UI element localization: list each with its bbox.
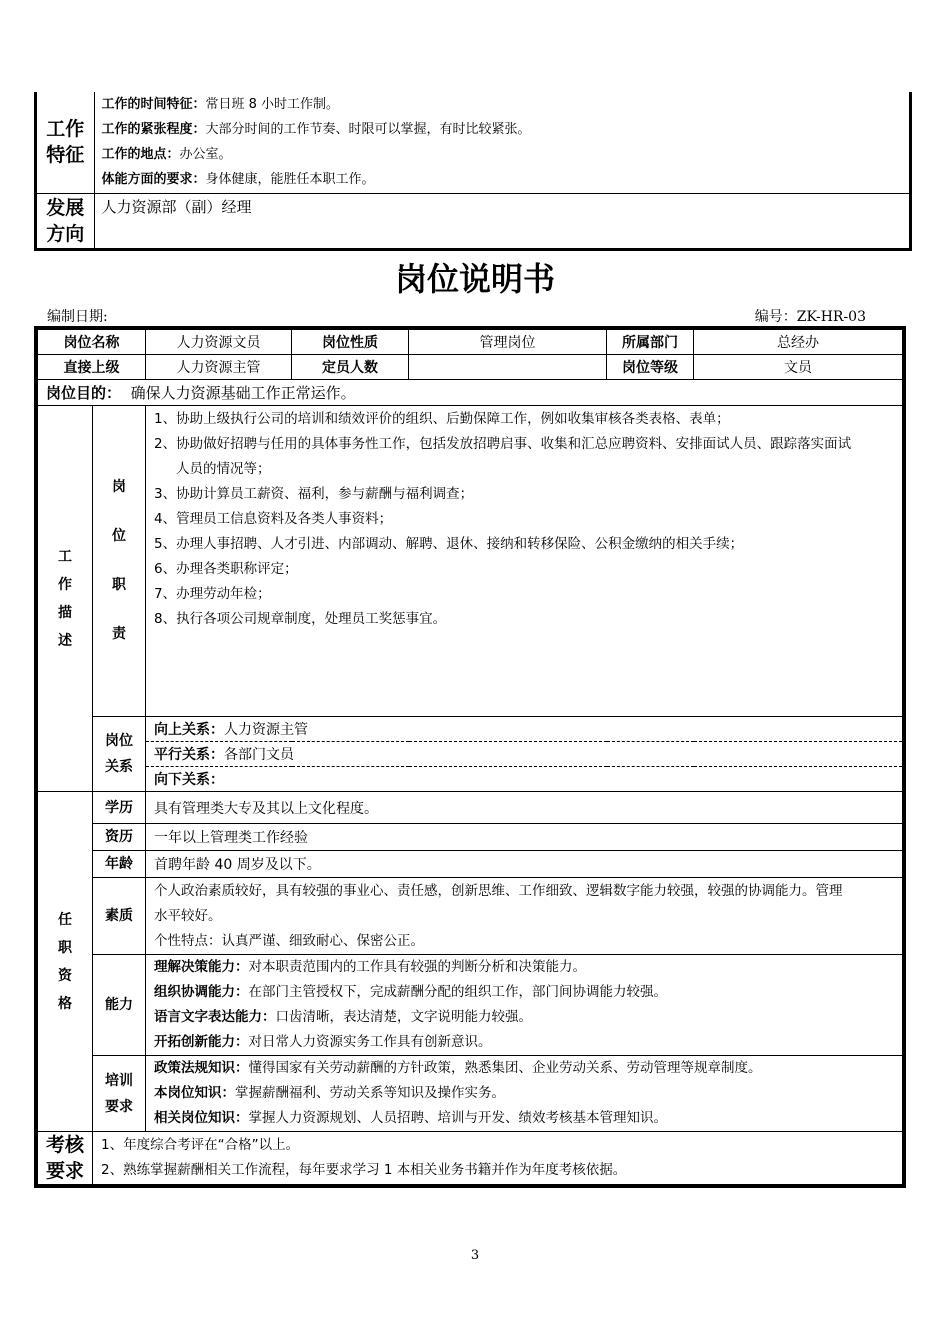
page-number: 3 — [470, 1248, 480, 1263]
header-row-2 — [38, 355, 903, 380]
duty-item: 1、协助上级执行公司的培训和绩效评价的组织、后勤保障工作，例如收集审核各类表格、表单； — [154, 411, 730, 427]
ability-item: 理解决策能力：对本职责范围内的工作具有较强的判断分析和决策能力。 — [154, 959, 586, 975]
education-row — [38, 792, 903, 824]
work-feature-line: 工作的地点：办公室。 — [101, 147, 232, 163]
training-row — [38, 1056, 903, 1132]
work-features-cell — [94, 92, 909, 193]
assessment-item: 2、熟练掌握薪酬相关工作流程，每年要求学习 1 本相关业务书籍并作为年度考核依据。 — [101, 1162, 627, 1178]
training-item: 本岗位知识：掌握薪酬福利、劳动关系等知识及操作实务。 — [154, 1085, 505, 1101]
date-label: 编制日期: — [47, 309, 108, 325]
headcount-label: 定员人数 — [292, 355, 409, 380]
duty-item: 4、管理员工信息资料及各类人事资料； — [154, 511, 393, 527]
work-feature-line: 工作的时间特征：常日班 8 小时工作制。 — [101, 97, 340, 113]
quality-label: 素质 — [93, 878, 146, 955]
experience-value: 一年以上管理类工作经验 — [146, 824, 903, 851]
experience-row — [38, 824, 903, 851]
ability-cell — [146, 955, 903, 1056]
assessment-item: 1、年度综合考评在“合格”以上。 — [101, 1137, 300, 1153]
quality-line: 水平较好。 — [154, 907, 222, 924]
work-feature-line: 体能方面的要求：身体健康，能胜任本职工作。 — [101, 172, 375, 188]
development-label: 发展方向 — [37, 193, 94, 248]
previous-page-fragment — [34, 92, 912, 251]
relation-up: 向上关系：人力资源主管 — [146, 717, 903, 742]
purpose-row — [38, 380, 903, 406]
quality-line: 个性特点：认真严谨、细致耐心、保密公正。 — [154, 932, 424, 949]
ability-item: 语言文字表达能力：口齿清晰，表达清楚，文字说明能力较强。 — [154, 1009, 532, 1025]
duty-item: 5、办理人事招聘、人才引进、内部调动、解聘、退休、接纳和转移保险、公积金缴纳的相关手续； — [154, 536, 744, 552]
purpose-label: 岗位目的： — [46, 384, 122, 402]
dept-label: 所属部门 — [607, 330, 694, 355]
ability-item: 开拓创新能力：对日常人力资源实务工作具有创新意识。 — [154, 1034, 492, 1050]
nature-label: 岗位性质 — [292, 330, 409, 355]
job-description-form — [34, 326, 906, 1188]
superior-value: 人力资源主管 — [146, 355, 292, 380]
education-value: 具有管理类大专及其以上文化程度。 — [146, 792, 903, 824]
training-item: 相关岗位知识：掌握人力资源规划、人员招聘、培训与开发、绩效考核基本管理知识。 — [154, 1110, 667, 1126]
experience-label: 资历 — [93, 824, 146, 851]
duties-label: 岗位职责 — [93, 406, 146, 717]
quality-cell — [146, 878, 903, 955]
education-label: 学历 — [93, 792, 146, 824]
relation-row — [38, 767, 903, 792]
assessment-label: 考核要求 — [38, 1132, 93, 1185]
headcount-value — [409, 355, 607, 380]
age-label: 年龄 — [93, 851, 146, 878]
relation-down: 向下关系： — [146, 767, 903, 792]
duty-item: 6、办理各类职称评定； — [154, 561, 298, 577]
training-label: 培训要求 — [93, 1056, 146, 1132]
header-row-1 — [38, 330, 903, 355]
purpose-text: 确保人力资源基础工作正常运作。 — [130, 384, 356, 402]
age-value: 首聘年龄 40 周岁及以下。 — [146, 851, 903, 878]
position-name-value: 人力资源文员 — [146, 330, 292, 355]
ability-item: 组织协调能力：在部门主管授权下，完成薪酬分配的组织工作，部门间协调能力较强。 — [154, 984, 667, 1000]
position-name-label: 岗位名称 — [38, 330, 146, 355]
work-features-label: 工作特征 — [37, 92, 94, 193]
ability-row — [38, 955, 903, 1056]
duty-item: 3、协助计算员工薪资、福利，参与薪酬与福利调查； — [154, 486, 474, 502]
purpose-cell — [38, 380, 903, 406]
duty-item: 2、协助做好招聘与任用的具体事务性工作，包括发放招聘启事、收集和汇总应聘资料、安排面试人员、跟踪落实面试 — [154, 436, 852, 452]
quality-row — [38, 878, 903, 955]
quality-line: 个人政治素质较好，具有较强的事业心、责任感，创新思维、工作细致、逻辑数字能力较强，较强的协调能力。管理 — [154, 882, 843, 899]
document-number: 编号：ZK-HR-03 — [754, 309, 866, 325]
relation-parallel: 平行关系：各部门文员 — [146, 742, 903, 767]
relation-row — [38, 742, 903, 767]
duties-cell — [146, 406, 903, 717]
relation-row — [38, 717, 903, 742]
duty-item: 7、办理劳动年检； — [154, 586, 271, 602]
development-value: 人力资源部（副）经理 — [101, 197, 252, 216]
assessment-row — [38, 1132, 903, 1185]
duties-row — [38, 406, 903, 717]
assessment-cell — [93, 1132, 903, 1185]
duty-item: 8、执行各项公司规章制度，处理员工奖惩事宜。 — [154, 611, 447, 627]
work-feature-line: 工作的紧张程度：大部分时间的工作节奏、时限可以掌握，有时比较紧张。 — [101, 122, 531, 138]
grade-value: 文员 — [694, 355, 903, 380]
nature-value: 管理岗位 — [409, 330, 607, 355]
superior-label: 直接上级 — [38, 355, 146, 380]
duty-item: 人员的情况等； — [176, 461, 271, 477]
ability-label: 能力 — [93, 955, 146, 1056]
grade-label: 岗位等级 — [607, 355, 694, 380]
dept-value: 总经办 — [694, 330, 903, 355]
work-description-label: 工作描述 — [38, 406, 93, 792]
training-item: 政策法规知识：懂得国家有关劳动薪酬的方针政策，熟悉集团、企业劳动关系、劳动管理等规章制度。 — [154, 1060, 762, 1076]
qualifications-label: 任职资格 — [38, 792, 93, 1132]
training-cell — [146, 1056, 903, 1132]
relations-label: 岗位关系 — [93, 717, 146, 792]
page-title: 岗位说明书 — [394, 260, 555, 298]
age-row — [38, 851, 903, 878]
